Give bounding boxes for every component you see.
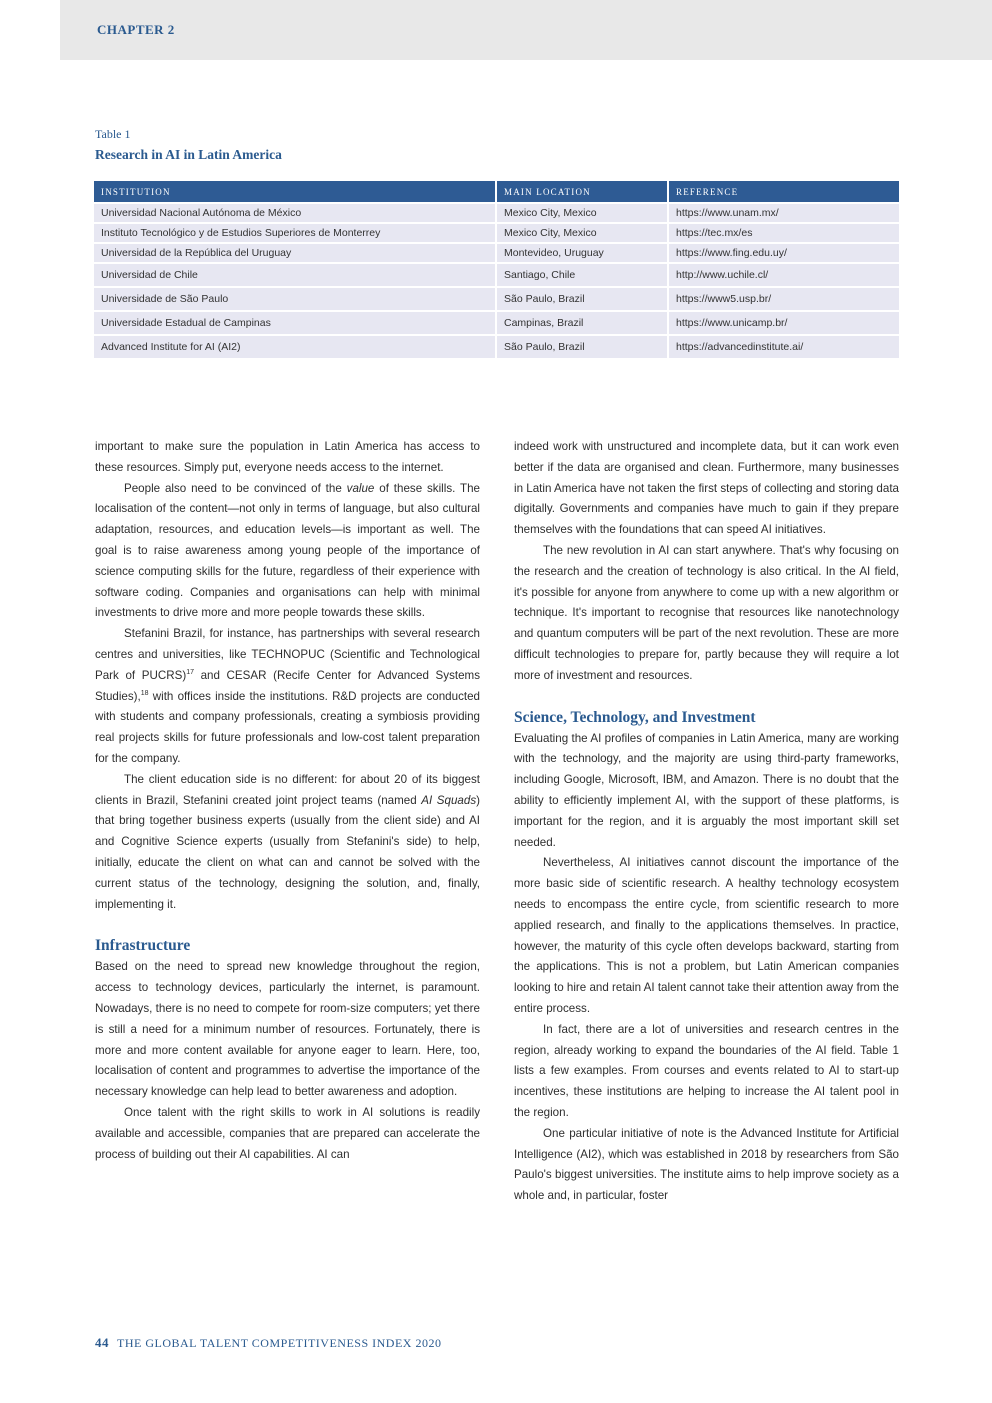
table-row bbox=[94, 243, 899, 263]
reference-link[interactable]: https://www5.usp.br/ bbox=[668, 287, 899, 311]
location-cell: Campinas, Brazil bbox=[496, 311, 668, 335]
publication-title: THE GLOBAL TALENT COMPETITIVENESS INDEX 2020 bbox=[117, 1336, 442, 1350]
reference-link[interactable]: https://www.fing.edu.uy/ bbox=[668, 243, 899, 263]
paragraph: Nevertheless, AI initiatives cannot discount the importance of the more basic side of scientific research. A healthy technology ecosystem needs to encompass the entire cycle, from scientific research to more applied research, and finally to the applications themselves. In practice, however, the maturity of this cycle often develops backward, starting from the applications. This is not a problem, but Latin American companies looking to hire and retain AI talent cannot take their attention away from the entire process. bbox=[514, 856, 899, 1015]
reference-link[interactable]: https://advancedinstitute.ai/ bbox=[668, 335, 899, 358]
location-cell: São Paulo, Brazil bbox=[496, 287, 668, 311]
emphasis-ai-squads: AI Squads bbox=[421, 793, 477, 807]
table-caption: Table 1 bbox=[95, 127, 131, 141]
column-header-institution: INSTITUTION bbox=[94, 181, 496, 203]
paragraph: One particular initiative of note is the Advanced Institute for Artificial Intelligence (AI2), which was established in 2018 by researchers from São Paulo's biggest universities. The institute aims to help improve society as a whole and, in particular, foster bbox=[514, 1126, 899, 1203]
location-cell: Santiago, Chile bbox=[496, 263, 668, 287]
location-cell: Mexico City, Mexico bbox=[496, 203, 668, 223]
reference-link[interactable]: https://tec.mx/es bbox=[668, 223, 899, 243]
reference-link[interactable]: https://www.unam.mx/ bbox=[668, 203, 899, 223]
reference-link[interactable]: https://www.unicamp.br/ bbox=[668, 311, 899, 335]
institution-cell: Universidad Nacional Autónoma de México bbox=[94, 203, 496, 223]
paragraph: indeed work with unstructured and incomplete data, but it can work even better if the data are organised and clean. Furthermore, many businesses in Latin America have not taken the first steps of collecting and storing data digitally. Governments and companies have much to gain if they prepare themselves with the foundations that can speed AI initiatives. bbox=[514, 440, 899, 537]
section-heading-science-technology-investment: Science, Technology, and Investment bbox=[514, 708, 756, 726]
column-header-location: MAIN LOCATION bbox=[496, 181, 668, 203]
section-heading-infrastructure: Infrastructure bbox=[95, 937, 191, 955]
table-row bbox=[94, 263, 899, 287]
institution-cell: Universidad de Chile bbox=[94, 263, 496, 287]
institution-cell: Advanced Institute for AI (AI2) bbox=[94, 335, 496, 358]
location-cell: Mexico City, Mexico bbox=[496, 223, 668, 243]
research-table bbox=[94, 181, 899, 358]
page-footer bbox=[95, 1335, 441, 1351]
table-title: Research in AI in Latin America bbox=[95, 147, 282, 162]
institution-cell: Universidade de São Paulo bbox=[94, 287, 496, 311]
reference-link[interactable]: http://www.uchile.cl/ bbox=[668, 263, 899, 287]
table-row bbox=[94, 335, 899, 358]
right-column bbox=[514, 437, 899, 1207]
table-row bbox=[94, 311, 899, 335]
table-row bbox=[94, 203, 899, 223]
paragraph: important to make sure the population in Latin America has access to these resources. Simply put, everyone needs access to the internet. bbox=[95, 440, 480, 474]
footnote-ref-17[interactable]: 17 bbox=[186, 668, 194, 676]
institution-cell: Universidade Estadual de Campinas bbox=[94, 311, 496, 335]
paragraph: The client education side is no different: for about 20 of its biggest clients in Brazil, Stefanini created joint project teams (named AI Squads) that bring together business experts (usually from the client side) and AI and Cognitive Science experts (usually from Stefanini's side) to help, initially, educate the client on what can and cannot be solved with the current status of the technology, designing the solution, and, finally, implementing it. bbox=[95, 772, 481, 911]
location-cell: São Paulo, Brazil bbox=[496, 335, 668, 358]
emphasis-value: value bbox=[346, 481, 375, 495]
table-header-row bbox=[94, 181, 899, 203]
chapter-label: CHAPTER 2 bbox=[97, 22, 175, 37]
page-number: 44 bbox=[95, 1335, 109, 1350]
paragraph: In fact, there are a lot of universities and research centres in the region, already working to expand the boundaries of the AI field. Table 1 lists a few examples. From courses and events related to AI to start-up incentives, these institutions are helping to increase the AI talent pool in the region. bbox=[514, 1022, 899, 1119]
chapter-header-band bbox=[60, 0, 992, 60]
left-column bbox=[95, 437, 480, 1165]
institution-cell: Universidad de la República del Uruguay bbox=[94, 243, 496, 263]
table-row bbox=[94, 223, 899, 243]
location-cell: Montevideo, Uruguay bbox=[496, 243, 668, 263]
column-header-reference: REFERENCE bbox=[668, 181, 899, 203]
paragraph: Once talent with the right skills to work in AI solutions is readily available and accessible, companies that are prepared can accelerate the process of building out their AI capabilities. AI can bbox=[95, 1105, 480, 1161]
paragraph: Evaluating the AI profiles of companies in Latin America, many are working with the technology, and the majority are using third-party frameworks, including Google, Microsoft, IBM, and Amazon. There is no doubt that the ability to efficiently implement AI, with the support of these platforms, is important for the region, and it is arguably the most important skill set needed. bbox=[514, 731, 899, 849]
paragraph: Based on the need to spread new knowledge throughout the region, access to technology devices, particularly the internet, is paramount. Nowadays, there is no need to compete for room-size computers; yet there is still a need for a minimum number of resources. Fortunately, there is more and more content available for anyone eager to learn. Here, too, localisation of content and programmes to advertise the importance of the necessary knowledge can help lead to better awareness and adoption. bbox=[95, 960, 480, 1099]
table-row bbox=[94, 287, 899, 311]
footnote-ref-18[interactable]: 18 bbox=[140, 689, 149, 697]
institution-cell: Instituto Tecnológico y de Estudios Superiores de Monterrey bbox=[94, 223, 496, 243]
paragraph: Stefanini Brazil, for instance, has partnerships with several research centres and universities, like TECHNOPUC (Scientific and Technological Park of PUCRS)$^{17}$ and CESAR (Recife Center for Advanced Systems Studies),$^{18}$ with offices inside the institutions. R&D projects are conducted with students and company professionals, creating a symbiosis providing real projects skills for future professionals and low-cost talent preparation for the company. bbox=[95, 627, 480, 765]
paragraph: The new revolution in AI can start anywhere. That's why focusing on the research and the creation of technology is also critical. In the AI field, it's possible for anyone from anywhere to come up with a new algorithm or technique. It's important to recognise that resources like nanotechnology and quantum computers will be part of the next revolution. These are more difficult technologies to prepare for, partly because they will require a lot more of investment and resources. bbox=[514, 543, 899, 682]
paragraph: People also need to be convinced of the value of these skills. The localisation of the content—not only in terms of language, but also cultural adaptation, resources, and education levels—is important as well. The goal is to raise awareness among young people of the importance of science computing skills for the future, regardless of their experience with software coding. Companies and organisations can help with minimal investments to drive more and more people towards these skills. bbox=[95, 481, 480, 620]
